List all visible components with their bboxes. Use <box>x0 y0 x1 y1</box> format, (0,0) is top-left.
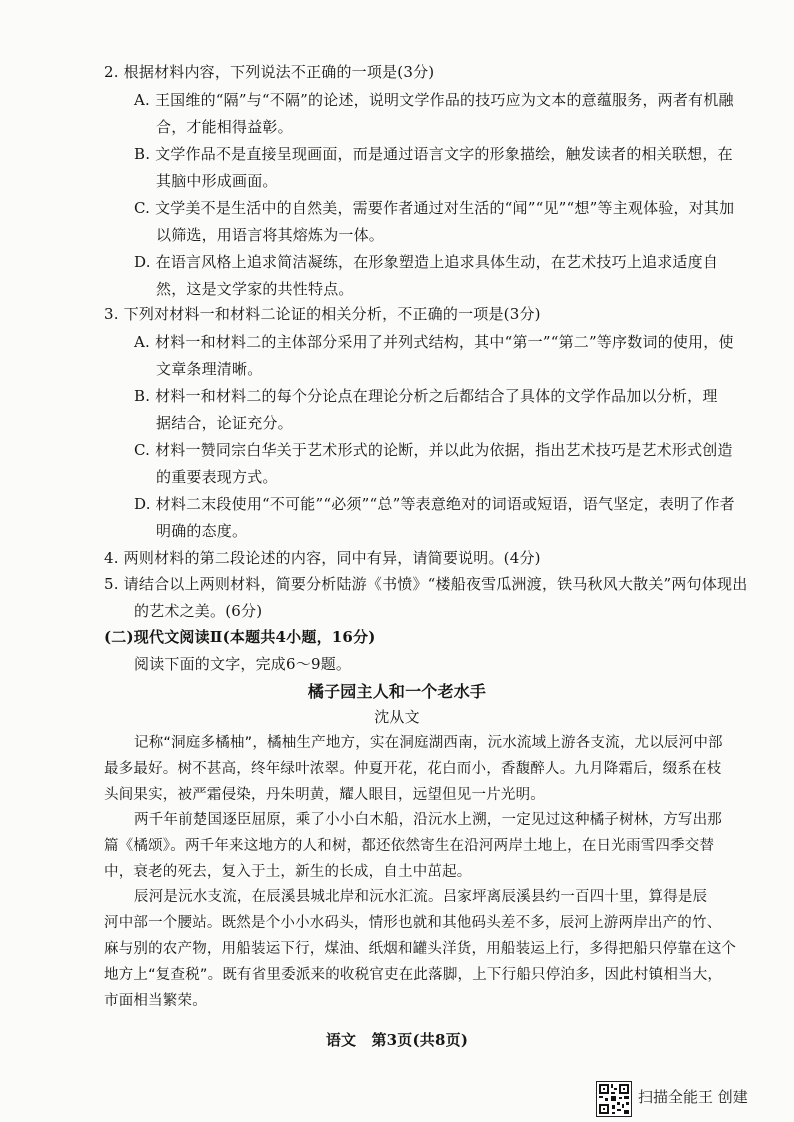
q2-option-b-cont: 其脑中形成画面。 <box>156 172 278 190</box>
qr-code-icon <box>596 1081 632 1117</box>
q3-option-d-cont: 明确的态度。 <box>156 522 248 540</box>
article-title: 橘子园主人和一个老水手 <box>307 682 487 701</box>
article-paragraph-3-line: 河中部一个腰站。既然是个小小水码头，情形也就和其他码头差不多，辰河上游两岸出产的竹、 <box>104 915 722 931</box>
section-heading: (二)现代文阅读Ⅱ(本题共4小题，16分) <box>104 628 376 646</box>
article-author: 沈从文 <box>374 708 420 726</box>
q3-option-b: B. 材料一和材料二的每个分论点在理论分析之后都结合了具体的文学作品加以分析，理 <box>134 387 718 405</box>
article-paragraph-3-line: 辰河是沅水支流，在辰溪县城北岸和沅水汇流。吕家坪离辰溪县约一百四十里，算得是辰 <box>134 889 708 905</box>
article-paragraph-1-line: 头间果实，被严霜侵染，丹朱明黄，耀人眼目，远望但见一片光明。 <box>104 787 545 803</box>
article-paragraph-2-line: 两千年前楚国逐臣屈原，乘了小小白木船，沿沅水上溯，一定见过这种橘子树林，方写出那 <box>134 812 722 828</box>
article-paragraph-1-line: 最多最好。树不甚高，终年绿叶浓翠。仲夏开花，花白而小，香馥醉人。九月降霜后，缀系在枝 <box>104 761 722 777</box>
article-paragraph-3-line: 市面相当繁荣。 <box>104 993 207 1009</box>
page-footer: 语文 第3页(共8页) <box>325 1031 469 1049</box>
q2-option-c: C. 文学美不是生活中的自然美，需要作者通过对生活的“闻”“见”“想”等主观体验，对其加 <box>134 199 735 217</box>
q2-option-c-cont: 以筛选，用语言将其熔炼为一体。 <box>156 226 385 244</box>
q3-option-d: D. 材料二末段使用“不可能”“必须”“总”等表意绝对的词语或短语，语气坚定，表明了作者 <box>134 495 735 513</box>
q2-option-d: D. 在语言风格上追求简洁凝练，在形象塑造上追求具体生动，在艺术技巧上追求适度自 <box>134 253 719 271</box>
question-5-stem: 5. 请结合以上两则材料，简要分析陆游《书愤》“楼船夜雪瓜洲渡，铁马秋风大散关”两句体现出 <box>104 575 748 593</box>
scanner-watermark-text: 扫描全能王 创建 <box>638 1088 748 1106</box>
article-paragraph-2-line: 篇《橘颂》。两千年来这地方的人和树，都还依然寄生在沿河两岸土地上，在日光雨雪四季交替 <box>104 838 715 854</box>
question-5-stem-cont: 的艺术之美。(6分) <box>134 602 263 620</box>
question-3-stem: 3. 下列对材料一和材料二论证的相关分析，不正确的一项是(3分) <box>104 305 541 323</box>
article-paragraph-3-line: 地方上“复查税”。既有省里委派来的收税官吏在此落脚，上下行船只停泊多，因此村镇相当大， <box>104 967 723 983</box>
q2-option-a-cont: 合，才能相得益彰。 <box>156 118 293 136</box>
section-instruction: 阅读下面的文字，完成6～9题。 <box>134 655 352 673</box>
article-paragraph-2-line: 中，衰老的死去，复入于土，新生的长成，自土中茁起。 <box>104 864 472 880</box>
q2-option-a: A. 王国维的“隔”与“不隔”的论述，说明文学作品的技巧应为文本的意蕴服务，两者有机融 <box>134 91 734 109</box>
question-4-stem: 4. 两则材料的第二段论述的内容，同中有异，请简要说明。(4分) <box>104 549 541 567</box>
q2-option-d-cont: 然，这是文学家的共性特点。 <box>156 280 354 298</box>
q3-option-a: A. 材料一和材料二的主体部分采用了并列式结构，其中“第一”“第二”等序数词的使用，使 <box>134 333 734 351</box>
question-2-stem: 2. 根据材料内容，下列说法不正确的一项是(3分) <box>104 63 435 81</box>
q3-option-b-cont: 据结合，论证充分。 <box>156 414 293 432</box>
article-paragraph-1-line: 记称“洞庭多橘柚”，橘柚生产地方，实在洞庭湖西南，沅水流域上游各支流，尤以辰河中部 <box>134 735 723 751</box>
q3-option-c-cont: 的重要表现方式。 <box>156 468 278 486</box>
q3-option-c: C. 材料一赞同宗白华关于艺术形式的论断，并以此为依据，指出艺术技巧是艺术形式创造 <box>134 441 733 459</box>
q2-option-b: B. 文学作品不是直接呈现画面，而是通过语言文字的形象描绘，触发读者的相关联想，在 <box>134 145 733 163</box>
q3-option-a-cont: 文章条理清晰。 <box>156 360 263 378</box>
article-paragraph-3-line: 麻与别的农产物，用船装运下行，煤油、纸烟和罐头洋货，用船装运上行，多得把船只停靠在这个 <box>104 941 737 957</box>
